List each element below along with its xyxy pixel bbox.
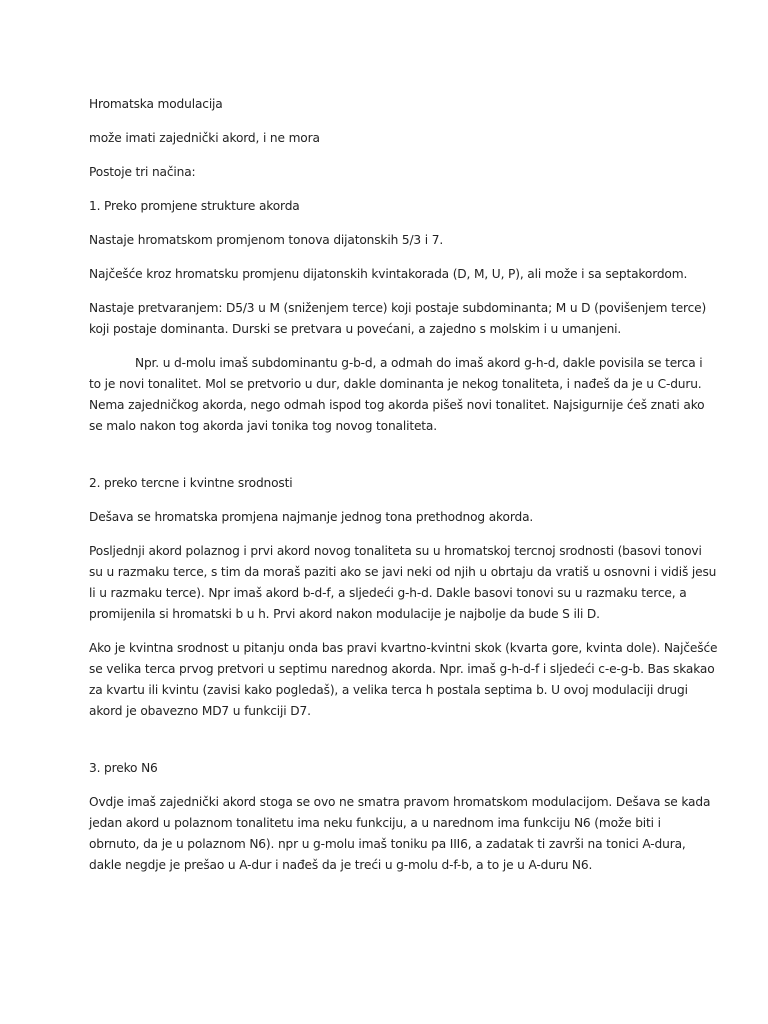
text-line: Nema zajedničkog akorda, nego odmah ispod tog akorda pišeš novi tonalitet. Najsigurnije ćeš znati ako [89, 398, 705, 412]
section-3-paragraph-1 [89, 792, 711, 876]
text-line: akord je obavezno MD7 u funkciji D7. [89, 704, 311, 718]
text-line: se velika terca prvog pretvori u septimu narednog akorda. Npr. imaš g-h-d-f i sljedeći c-e-g-b. Bas skakao [89, 662, 715, 676]
section-2-heading: 2. preko tercne i kvintne srodnosti [89, 476, 293, 490]
text-line: Ako je kvintna srodnost u pitanju onda bas pravi kvartno-kvintni skok (kvarta gore, kvinta dole). Najčešće [89, 641, 718, 655]
text-line: Posljednji akord polaznog i prvi akord novog tonaliteta su u hromatskoj tercnoj srodnosti (basovi tonovi [89, 544, 702, 558]
section-1-paragraph-2: Najčešće kroz hromatsku promjenu dijatonskih kvintakorada (D, M, U, P), ali može i sa septakordom. [89, 267, 688, 281]
document-title: Hromatska modulacija [89, 97, 223, 111]
section-3-heading: 3. preko N6 [89, 761, 158, 775]
document-subtitle: može imati zajednički akord, i ne mora [89, 131, 320, 145]
section-2-paragraph-3 [89, 638, 718, 722]
text-line: Npr. u d-molu imaš subdominantu g-b-d, a odmah do imaš akord g-h-d, dakle povisila se terca i [135, 356, 703, 370]
text-line: koji postaje dominanta. Durski se pretvara u povećani, a zajedno s molskim i u umanjeni. [89, 322, 622, 336]
document-page [89, 94, 718, 889]
text-line: Ovdje imaš zajednički akord stoga se ovo ne smatra pravom hromatskom modulacijom. Dešava se kada [89, 795, 711, 809]
section-1-heading: 1. Preko promjene strukture akorda [89, 199, 300, 213]
text-line: to je novi tonalitet. Mol se pretvorio u dur, dakle dominanta je nekog tonaliteta, i nađeš da je u C-duru. [89, 377, 702, 391]
section-1-paragraph-3 [89, 298, 707, 340]
section-1-paragraph-4 [89, 353, 705, 437]
text-line: dakle negdje je prešao u A-dur i nađeš da je treći u g-molu d-f-b, a to je u A-duru N6. [89, 858, 593, 872]
text-line: Nastaje pretvaranjem: D5/3 u M (sniženjem terce) koji postaje subdominanta; M u D (povišenjem terce) [89, 301, 707, 315]
text-line: se malo nakon tog akorda javi tonika tog novog tonaliteta. [89, 419, 437, 433]
text-line: obrnuto, da je u polaznom N6). npr u g-molu imaš toniku pa III6, a zadatak ti završi na tonici A-dura, [89, 837, 686, 851]
intro-text: Postoje tri načina: [89, 165, 196, 179]
text-line: jedan akord u polaznom tonalitetu ima neku funkciju, a u narednom ima funkciju N6 (može biti i [89, 816, 661, 830]
section-2-paragraph-1: Dešava se hromatska promjena najmanje jednog tona prethodnog akorda. [89, 510, 534, 524]
text-line: promijenila si hromatski b u h. Prvi akord nakon modulacije je najbolje da bude S ili D. [89, 607, 600, 621]
section-1-paragraph-1: Nastaje hromatskom promjenom tonova dijatonskih 5/3 i 7. [89, 233, 444, 247]
section-2-paragraph-2 [89, 541, 717, 625]
text-line: za kvartu ili kvintu (zavisi kako pogledaš), a velika terca h postala septima b. U ovoj modulaciji drugi [89, 683, 688, 697]
text-line: li u razmaku terce). Npr imaš akord b-d-f, a sljedeći g-h-d. Dakle basovi tonovi su u razmaku terce, a [89, 586, 687, 600]
text-line: su u razmaku terce, s tim da moraš paziti ako se javi neki od njih u obrtaju da vratiš u osnovni i vidiš jesu [89, 565, 717, 579]
